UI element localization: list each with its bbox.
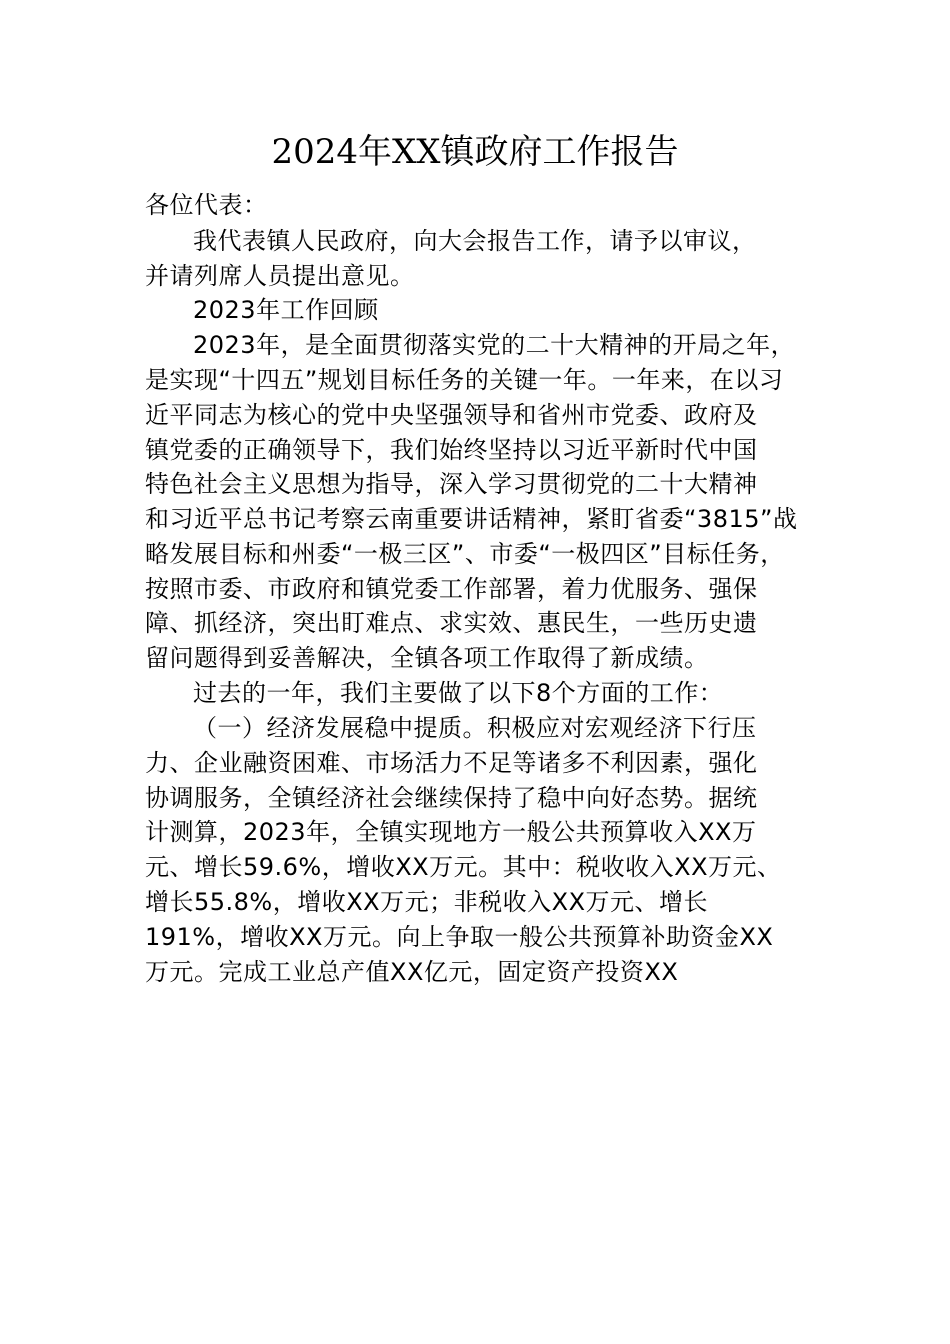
salutation-line: 各位代表： (145, 191, 268, 219)
paragraph-line: 和习近平总书记考察云南重要讲话精神，紧盯省委“3815”战 (145, 505, 798, 533)
paragraph-line: 计测算，2023年，全镇实现地方一般公共预算收入XX万 (145, 818, 757, 846)
section-heading: 2023年工作回顾 (193, 296, 379, 324)
paragraph-line: 留问题得到妥善解决，全镇各项工作取得了新成绩。 (145, 644, 709, 672)
paragraph-line: 元、增长59.6%，增收XX万元。其中：税收收入XX万元、 (145, 853, 782, 881)
document-title: 2024年XX镇政府工作报告 (271, 132, 679, 172)
paragraph-line: 近平同志为核心的党中央坚强领导和省州市党委、政府及 (145, 401, 758, 429)
paragraph-line: 是实现“十四五”规划目标任务的关键一年。一年来，在以习 (145, 366, 784, 394)
paragraph-line: 略发展目标和州委“一极三区”、市委“一极四区”目标任务， (145, 540, 785, 568)
paragraph-line: 191%，增收XX万元。向上争取一般公共预算补助资金XX (145, 923, 774, 951)
paragraph-line: 协调服务，全镇经济社会继续保持了稳中向好态势。据统 (145, 784, 758, 812)
paragraph-line: 万元。完成工业总产值XX亿元，固定资产投资XX (145, 958, 679, 986)
paragraph-line: 特色社会主义思想为指导，深入学习贯彻党的二十大精神 (145, 470, 758, 498)
paragraph-line: 力、企业融资困难、市场活力不足等诸多不利因素，强化 (145, 749, 758, 777)
paragraph-line: 障、抓经济，突出盯难点、求实效、惠民生，一些历史遗 (145, 609, 758, 637)
paragraph-line: （一）经济发展稳中提质。积极应对宏观经济下行压 (193, 714, 757, 742)
paragraph-line: 镇党委的正确领导下，我们始终坚持以习近平新时代中国 (145, 436, 758, 464)
paragraph-line: 增长55.8%，增收XX万元；非税收入XX万元、增长 (145, 888, 709, 916)
paragraph-line: 2023年，是全面贯彻落实党的二十大精神的开局之年， (193, 331, 796, 359)
paragraph-line: 我代表镇人民政府，向大会报告工作，请予以审议， (193, 227, 757, 255)
paragraph-line: 按照市委、市政府和镇党委工作部署，着力优服务、强保 (145, 575, 758, 603)
paragraph-line: 并请列席人员提出意见。 (145, 262, 415, 290)
paragraph-line: 过去的一年，我们主要做了以下8个方面的工作： (193, 679, 724, 707)
